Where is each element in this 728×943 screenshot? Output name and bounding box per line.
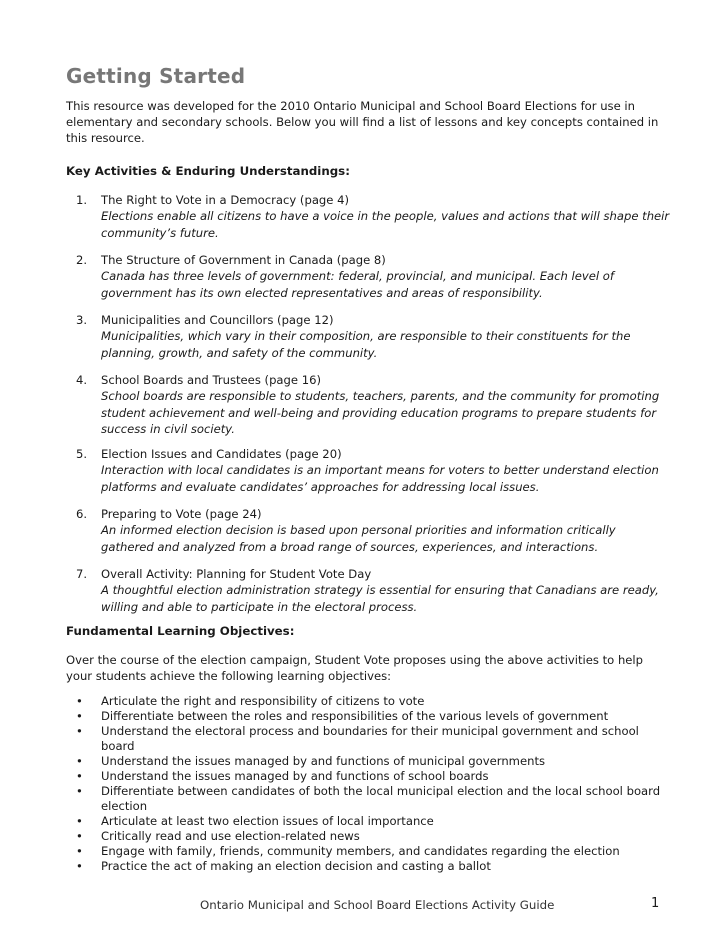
- objective-item: [66, 694, 666, 709]
- objective-text: Engage with family, friends, community members, and candidates regarding the election: [101, 844, 620, 858]
- activity-number: 6.: [76, 507, 88, 521]
- activity-description: Municipalities, which vary in their composition, are responsible to their constituents for the planning, growth, and safety of the community.: [101, 329, 631, 360]
- activity-description: An informed election decision is based upon personal priorities and information critically gathered and analyzed from a broad range of sources, experiences, and interactions.: [101, 523, 616, 554]
- page-title: Getting Started: [66, 64, 246, 88]
- activity-title: School Boards and Trustees (page 16): [101, 373, 321, 387]
- activity-title: Election Issues and Candidates (page 20): [101, 447, 342, 461]
- bullet-marker: •: [76, 784, 83, 798]
- objective-text: Differentiate between the roles and responsibilities of the various levels of government: [101, 709, 609, 723]
- activity-title: The Structure of Government in Canada (page 8): [101, 253, 386, 267]
- objective-text: Practice the act of making an election decision and casting a ballot: [101, 859, 491, 873]
- activity-number: 1.: [76, 193, 88, 207]
- objectives-list: [66, 694, 666, 874]
- activity-description: Elections enable all citizens to have a voice in the people, values and actions that will shape their community’s future.: [101, 209, 670, 240]
- bullet-marker: •: [76, 769, 83, 783]
- objective-text: Articulate at least two election issues of local importance: [101, 814, 434, 828]
- objective-item: [66, 829, 666, 844]
- bullet-marker: •: [76, 814, 83, 828]
- bullet-marker: •: [76, 829, 83, 843]
- objective-text: Understand the electoral process and boundaries for their municipal government and school board: [101, 724, 639, 753]
- key-activities-heading: Key Activities & Enduring Understandings:: [66, 164, 350, 178]
- bullet-marker: •: [76, 694, 83, 708]
- activity-description: Canada has three levels of government: federal, provincial, and municipal. Each level of government has its own elected representatives and areas of responsibility.: [101, 269, 614, 300]
- objective-item: [66, 724, 666, 754]
- objective-item: [66, 784, 666, 814]
- activity-number: 3.: [76, 313, 88, 327]
- activity-title: The Right to Vote in a Democracy (page 4): [101, 193, 349, 207]
- intro-paragraph: This resource was developed for the 2010 Ontario Municipal and School Board Elections for use in elementary and secondary schools. Below you will find a list of lessons and key concepts contained in this resource.: [66, 99, 659, 145]
- bullet-marker: •: [76, 754, 83, 768]
- objective-item: [66, 814, 666, 829]
- page-footer: Ontario Municipal and School Board Elections Activity Guide: [200, 898, 555, 912]
- activity-number: 2.: [76, 253, 88, 267]
- bullet-marker: •: [76, 859, 83, 873]
- objectives-heading: Fundamental Learning Objectives:: [66, 624, 295, 638]
- activity-number: 4.: [76, 373, 88, 387]
- page-number: 1: [651, 896, 660, 911]
- activity-description: Interaction with local candidates is an important means for voters to better understand election platforms and evaluate candidates’ approaches for addressing local issues.: [101, 463, 659, 494]
- objective-text: Understand the issues managed by and functions of municipal governments: [101, 754, 546, 768]
- objectives-intro: Over the course of the election campaign, Student Vote proposes using the above activities to help your students achieve the following learning objectives:: [66, 653, 644, 683]
- activity-description: A thoughtful election administration strategy is essential for ensuring that Canadians are ready, willing and able to participate in the electoral process.: [101, 583, 659, 614]
- bullet-marker: •: [76, 724, 83, 738]
- objective-item: [66, 844, 666, 859]
- activity-description: School boards are responsible to students, teachers, parents, and the community for promoting student achievement and well-being and providing education programs to prepare students for success in civil society.: [101, 389, 660, 436]
- objective-item: [66, 859, 666, 874]
- activity-number: 7.: [76, 567, 88, 581]
- objective-text: Understand the issues managed by and functions of school boards: [101, 769, 489, 783]
- objective-text: Critically read and use election-related news: [101, 829, 360, 843]
- objective-text: Articulate the right and responsibility of citizens to vote: [101, 694, 425, 708]
- objective-item: [66, 709, 666, 724]
- objective-item: [66, 754, 666, 769]
- activity-number: 5.: [76, 447, 88, 461]
- bullet-marker: •: [76, 709, 83, 723]
- bullet-marker: •: [76, 844, 83, 858]
- activity-title: Preparing to Vote (page 24): [101, 507, 262, 521]
- objective-item: [66, 769, 666, 784]
- activity-title: Municipalities and Councillors (page 12): [101, 313, 334, 327]
- activity-title: Overall Activity: Planning for Student Vote Day: [101, 567, 372, 581]
- objective-text: Differentiate between candidates of both the local municipal election and the local school board election: [101, 784, 661, 813]
